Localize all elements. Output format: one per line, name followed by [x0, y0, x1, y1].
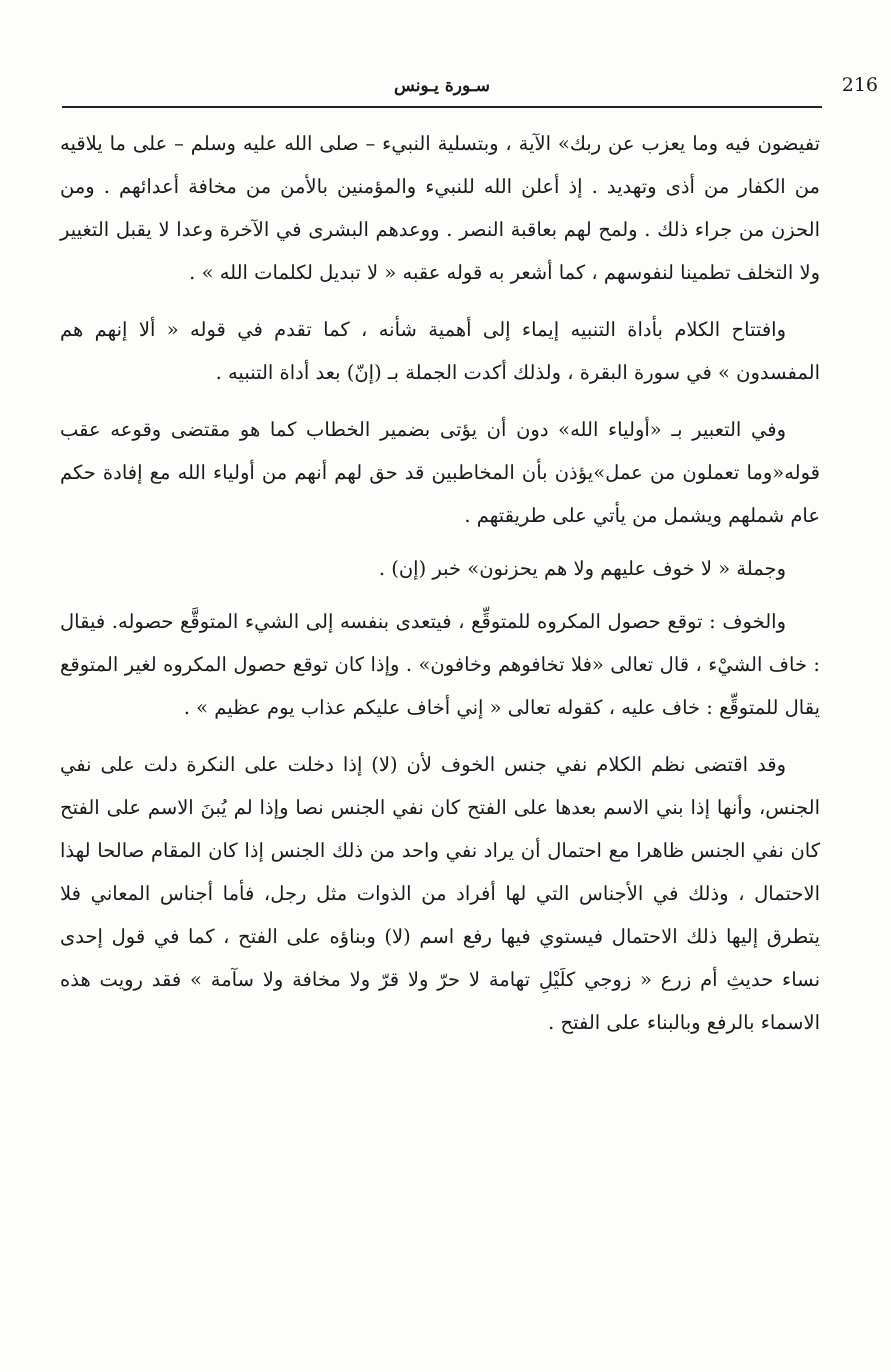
paragraph-3: وفي التعبير بـ «أولياء الله» دون أن يؤتى بضمير الخطاب كما هو مقتضى وقوعه عقب قوله«وما تعملون من عمل»يؤذن بأن المخاطبين قد حق لهم أنهم من أولياء الله مع إفادة حكم عام شملهم ويشمل من يأتي على طريقتهم . — [60, 418, 820, 527]
page-number: 216 — [841, 74, 878, 96]
surah-title: سـورة يـونس — [394, 76, 490, 96]
page-body — [60, 122, 820, 1044]
paragraph-6: وقد اقتضى نظم الكلام نفي جنس الخوف لأن (لا) إذا دخلت على النكرة دلت على نفي الجنس، وأنها إذا بني الاسم بعدها على الفتح كان نفي الجنس نصا وإذا لم يُبنَ الاسم على الفتح كان نفي الجنس ظاهرا مع احتمال أن يراد نفي واحد من ذلك الجنس إذا كان المقام صالحا لهذا الاحتمال ، وذلك في الأجناس التي لها أفراد من الذوات مثل رجل، فأما أجناس المعاني فلا يتطرق إليها ذلك الاحتمال فيستوي فيها رفع اسم (لا) وبناؤه على الفتح ، كما في قول إحدى نساء حديثِ أم زرع « زوجي كلَيْلِ تهامة لا حرّ ولا قرّ ولا مخافة ولا سآمة » فقد رويت هذه الاسماء بالرفع وبالبناء على الفتح . — [60, 753, 820, 1034]
header-rule — [62, 106, 822, 108]
paragraph-2: وافتتاح الكلام بأداة التنبيه إيماء إلى أهمية شأنه ، كما تقدم في قوله « ألا إنهم هم المفسدون » في سورة البقرة ، ولذلك أكدت الجملة بـ (إنّ) بعد أداة التنبيه . — [60, 318, 820, 384]
paragraph-5: والخوف : توقع حصول المكروه للمتوقِّع ، فيتعدى بنفسه إلى الشيء المتوقَّع حصوله. فيقال : خاف الشيْء ، قال تعالى «فلا تخافوهم وخافون» . وإذا كان توقع حصول المكروه لغير المتوقع يقال للمتوقِّع : خاف عليه ، كقوله تعالى « إني أخاف عليكم عذاب يوم عظيم » . — [60, 610, 820, 719]
paragraph-1: تفيضون فيه وما يعزب عن ربك» الآية ، وبتسلية النبيء – صلى الله عليه وسلم – على ما يلاقيه من الكفار من أذى وتهديد . إذ أعلن الله للنبيء والمؤمنين بالأمن من مخافة أعدائهم . ومن الحزن من جراء ذلك . ولمح لهم بعاقبة النصر . ووعدهم البشرى في الآخرة وعدا لا يقبل التغيير ولا التخلف تطمينا لنفوسهم ، كما أشعر به قوله عقبه « لا تبديل لكلمات الله » . — [60, 132, 820, 284]
paragraph-4: وجملة « لا خوف عليهم ولا هم يحزنون» خبر (إن) . — [378, 557, 786, 580]
page-header — [62, 72, 878, 106]
